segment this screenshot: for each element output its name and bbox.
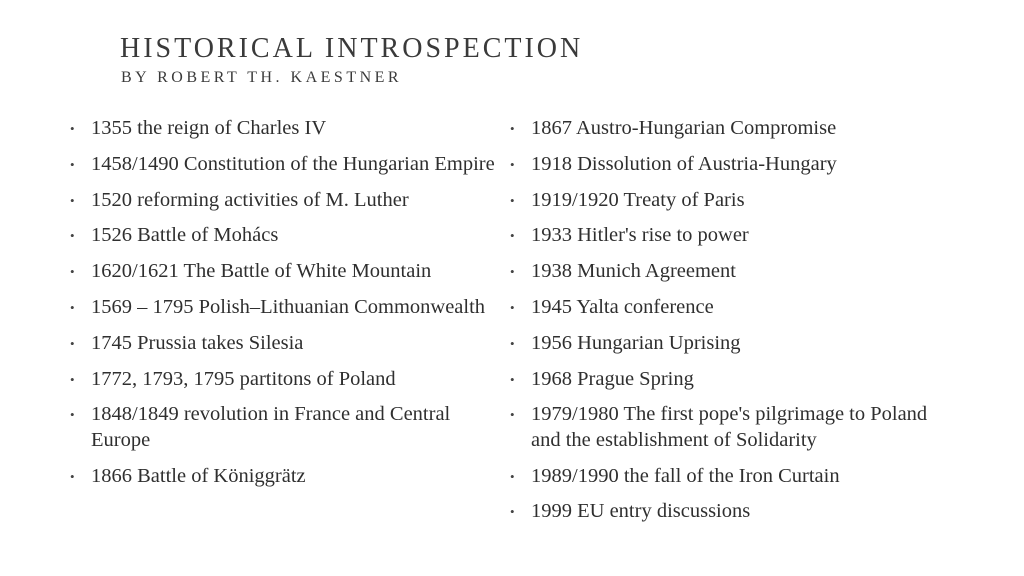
bullet-icon: • [510,121,515,136]
bullet-icon: • [70,264,75,280]
list-item [510,223,940,249]
list-item [70,152,510,178]
bullet-icon: • [510,335,515,351]
list-item [510,259,940,285]
list-item [510,367,940,393]
list-item [510,152,940,178]
list-item [510,116,940,142]
list-item [510,331,940,357]
list-item-text: 1745 Prussia takes Silesia [91,331,304,354]
list-item-text: 1938 Munich Agreement [531,260,736,283]
list-item [510,499,940,525]
slide-subtitle: BY ROBERT TH. KAESTNER [121,69,403,86]
bullet-icon: • [70,407,75,423]
list-item [70,223,510,249]
list-item [510,295,940,321]
list-item-text: 1989/1990 the fall of the Iron Curtain [531,464,840,487]
bullet-icon: • [510,407,515,423]
bullet-icon: • [510,192,515,208]
list-item-text: 1968 Prague Spring [531,367,694,390]
bullet-icon: • [510,299,515,315]
right-timeline-list [510,116,940,535]
list-item-text: 1999 EU entry discussions [531,500,751,523]
list-item [70,116,510,142]
list-item-text: 1918 Dissolution of Austria-Hungary [531,152,837,175]
bullet-icon: • [510,156,515,172]
list-item [70,259,510,285]
bullet-icon: • [70,335,75,351]
list-item [510,188,940,214]
list-item-text: 1945 Yalta conference [531,295,714,318]
bullet-icon: • [510,504,515,520]
list-item [70,295,510,321]
bullet-icon: • [70,371,75,387]
list-item-text: 1956 Hungarian Uprising [531,331,741,354]
list-item-text: 1569 – 1795 Polish–Lithuanian Commonwealth [91,295,486,318]
bullet-icon: • [510,228,515,244]
list-item [510,402,940,453]
list-item [510,464,940,490]
bullet-icon: • [70,468,75,484]
list-item-text: 1919/1920 Treaty of Paris [531,188,745,211]
list-item-text: 1620/1621 The Battle of White Mountain [91,260,432,283]
bullet-icon: • [70,121,75,136]
slide-title: HISTORICAL INTROSPECTION [120,33,584,64]
list-item-text: 1520 reforming activities of M. Luther [91,188,409,211]
list-item-text: 1355 the reign of Charles IV [91,117,327,139]
bullet-icon: • [510,264,515,280]
list-item-text: 1866 Battle of Königgrätz [91,464,306,487]
bullet-icon: • [70,192,75,208]
list-item-text: 1979/1980 The first pope's pilgrimage to Poland and the establishment of Solidarity [531,403,928,451]
list-item-text: 1772, 1793, 1795 partitons of Poland [91,367,396,390]
bullet-icon: • [510,371,515,387]
list-item [70,331,510,357]
list-item-text: 1848/1849 revolution in France and Central Europe [91,403,451,451]
bullet-icon: • [70,156,75,172]
bullet-icon: • [70,228,75,244]
list-item-text: 1933 Hitler's rise to power [531,224,749,247]
list-item-text: 1458/1490 Constitution of the Hungarian Empire [91,152,495,175]
list-item [70,464,510,490]
list-item [70,402,510,453]
list-item-text: 1867 Austro-Hungarian Compromise [531,117,837,139]
list-item [70,367,510,393]
bullet-icon: • [70,299,75,315]
left-timeline-list [70,116,510,499]
bullet-icon: • [510,468,515,484]
list-item [70,188,510,214]
list-item-text: 1526 Battle of Mohács [91,224,279,247]
